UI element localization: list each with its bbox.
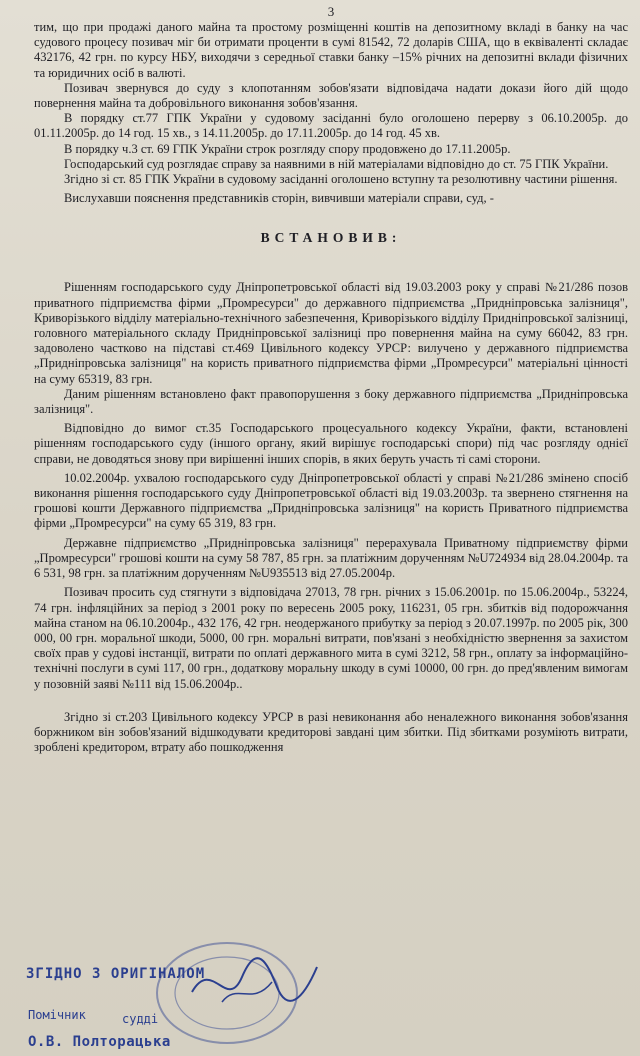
paragraph: Згідно зі ст. 85 ГПК України в судовому засіданні оголошено вступну та резолютивну частини рішення. xyxy=(64,172,618,187)
paragraph: Позивач звернувся до суду з клопотанням зобов'язати відповідача надати докази його дій щодо повернення майна та добровільного виконання зобов'язання. xyxy=(34,80,628,111)
paragraph: Рішенням господарського суду Дніпропетровської області від 19.03.2003 року у справі №21/286 позов приватного підприємства фірми „Промресурси" до державного підприємства „Придніпровська залізниця", Криворізького відділу матеріально-технічного забезпечення, Криворізького відділу Придніпровської залізниці, головного матеріального складу Придніпровської залізниці про повернення майна на суму 66042, 83 грн. задоволено частково на підставі ст.469 Цивільного кодексу УРСР: вилучено у державного підприємства „Придніпровська залізниця" на користь приватного підприємства фірми „Промресурси" матеріальні цінності на суму 65319, 83 грн. xyxy=(34,280,628,386)
paragraph: тим, що при продажі даного майна та простому розміщенні коштів на депозитному вкладі в банку на час судового процесу позивач міг би отримати проценти в сумі 81542, 72 доларів США, що в еквіваленті складає 432176, 42 грн. по курсу НБУ, виходячи з середньої ставки банку –15% річних на депозитні вклади фізичних та юридичних осіб в валюті. xyxy=(34,20,628,80)
paragraph: В порядку ст.77 ГПК України у судовому засіданні було оголошено перерву з 06.10.2005р. до 01.11.2005р. до 14 год. 15 хв., з 14.11.2005р. до 17.11.2005р. до 14 год. 45 хв. xyxy=(34,111,628,141)
stamp-certified-text: ЗГІДНО З ОРИГІНАЛОМ xyxy=(26,966,206,982)
stamp-name-text: О.В. Полторацька xyxy=(28,1034,171,1050)
paragraph: Даним рішенням встановлено факт правопорушення з боку державного підприємства „Придніпровська залізниця". xyxy=(34,386,628,417)
paragraph: Позивач просить суд стягнути з відповідача 27013, 78 грн. річних з 15.06.2001р. по 15.06.2004р., 53224, 74 грн. інфляційних за період з 2001 року по вересень 2005 року, 116231, 05 грн. збитків від подорожчання майна станом на 06.10.2004р., 432 176, 42 грн. неодержаного прибутку за період з 20.07.1997р. по 2005 рік, 300 000, 00 грн. моральної шкоди, 5000, 00 грн. моральні витрати, пов'язані з необхідністю звернення за захистом своїх прав у судові інстанції, витрати по оплаті державного мита в сумі 3212, 58 грн., оплату за інформаційно-технічні послуги в сумі 117, 00 грн., додаткову моральну шкоду в сумі 10000, 00 грн. до пред'явленим вимогам у позовній заяві №111 від 15.06.2004р.. xyxy=(34,585,628,691)
stamp-position-text: Помічник xyxy=(28,1008,86,1022)
paragraph: Вислухавши пояснення представників сторін, вивчивши матеріали справи, суд, - xyxy=(64,191,494,206)
signature-icon xyxy=(182,952,322,1022)
stamp-court-text: судді xyxy=(122,1012,159,1026)
paragraph: Згідно зі ст.203 Цивільного кодексу УРСР в разі невиконання або неналежного виконання зобов'язання боржником він зобов'язаний відшкодувати кредиторові завдані цим збитки. Під збитками розуміють витрати, зроблені кредитором, втрату або пошкодження xyxy=(34,709,628,755)
page-number: 3 xyxy=(327,4,335,19)
paragraph: В порядку ч.3 ст. 69 ГПК України строк розгляду спору продовжено до 17.11.2005р. xyxy=(64,141,511,156)
section-heading: ВСТАНОВИВ: xyxy=(260,230,402,246)
paragraph: Відповідно до вимог ст.35 Господарського процесуального кодексу України, факти, встановлені рішенням господарського суду (іншого органу, який вирішує господарські спори) під час розгляду однієї справи, не доводяться знову при вирішенні інших спорів, в яких беруть участь ті самі сторони. xyxy=(34,421,628,466)
certification-stamp xyxy=(22,960,422,1056)
paragraph: Господарський суд розглядає справу за наявними в ній матеріалами відповідно до ст. 75 ГПК України. xyxy=(64,156,609,171)
paragraph: Державне підприємство „Придніпровська залізниця" перерахувала Приватному підприємству фірми „Промресурси" грошові кошти на суму 58 787, 85 грн. за платіжним дорученням №U724934 від 28.04.2004р. та 6 531, 98 грн. за платіжним дорученням №U935513 від 27.05.2004р. xyxy=(34,535,628,581)
paragraph: 10.02.2004р. ухвалою господарського суду Дніпропетровської області у справі №21/286 змінено спосіб виконання рішення господарського суду Дніпропетровської області від 19.03.2003р. та звернено стягнення на грошові кошти Державного підприємства „Придніпровська залізниця" на користь Приватного підприємства фірми „Промресурси" на суму 65 319, 83 грн. xyxy=(34,470,628,531)
